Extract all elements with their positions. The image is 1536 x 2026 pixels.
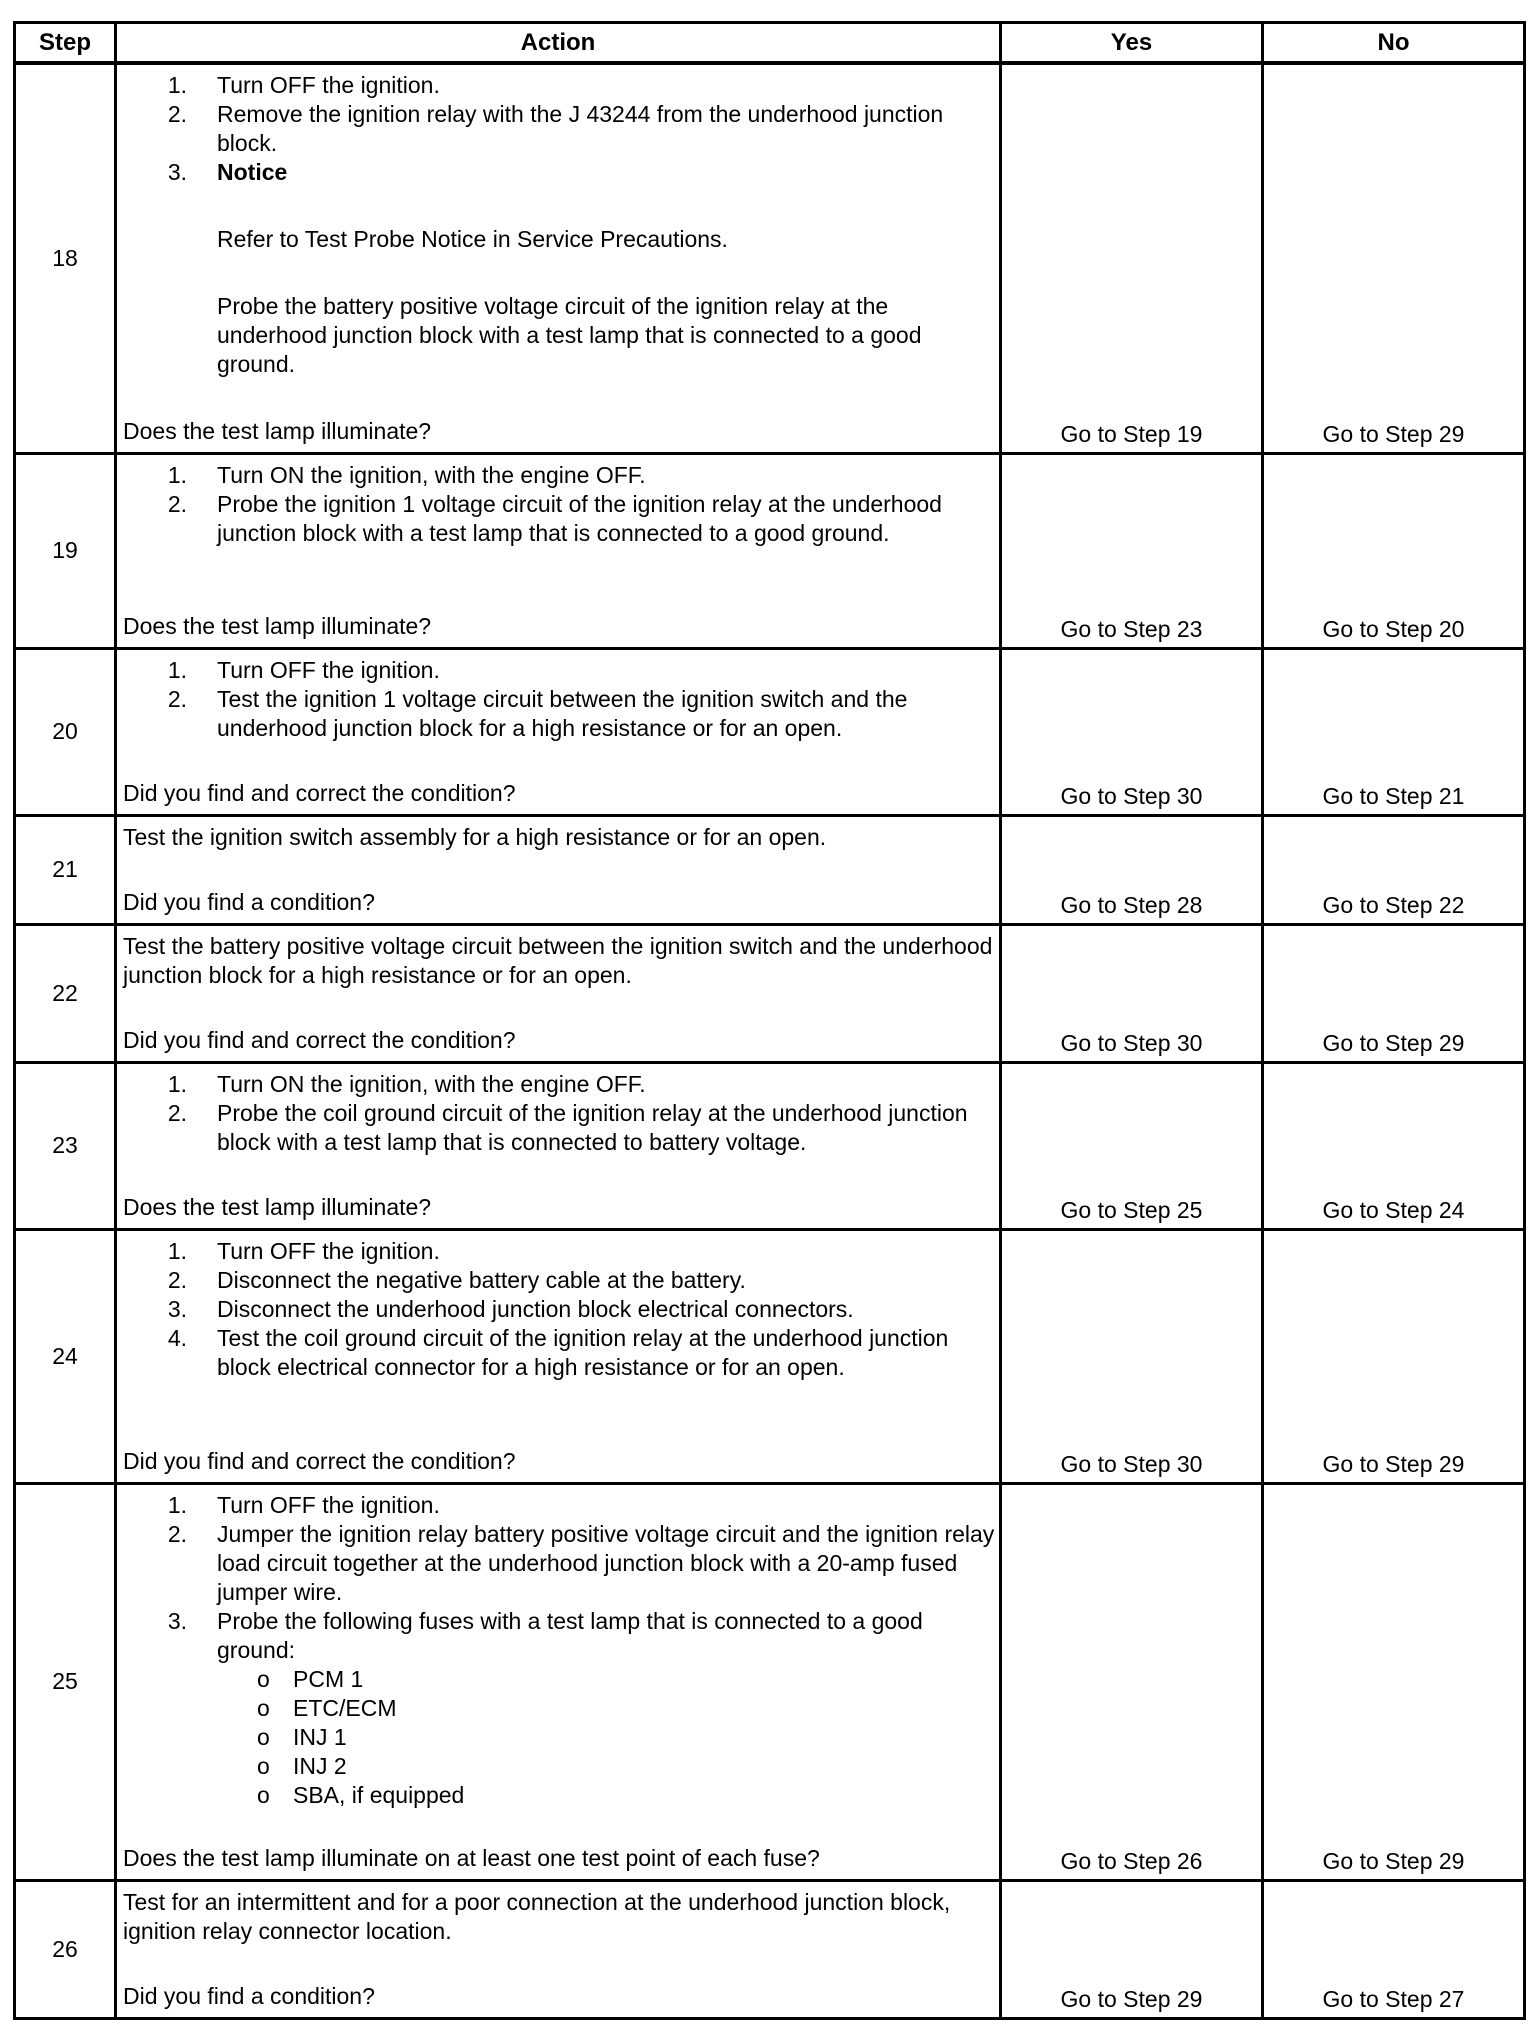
table-body [15,63,1525,2018]
yes-result: Go to Step 25 [1060,1196,1203,1223]
action-steps [123,71,995,379]
fuse-item: o INJ 1 [217,1723,995,1752]
action-step: 2. Probe the coil ground circuit of the ignition relay at the underhood junction block with a test lamp that is connected to battery voltage. [167,1099,968,1155]
yes-result: Go to Step 23 [1060,615,1203,642]
action-step: 2. Test the ignition 1 voltage circuit between the ignition switch and the underhood junction block for a high resistance or for an open. [167,685,908,741]
no-result: Go to Step 24 [1322,1196,1465,1223]
table-row [15,1229,1525,1483]
action-cell [116,63,1001,453]
step-number: 19 [15,453,116,648]
action-question: Did you find and correct the condition? [123,1447,516,1474]
yes-cell [1001,453,1263,648]
no-result: Go to Step 29 [1322,1847,1465,1874]
step-number: 24 [15,1229,116,1483]
no-cell [1263,453,1525,648]
no-cell [1263,63,1525,453]
action-text: Test for an intermittent and for a poor connection at the underhood junction block, ignition relay connector location. [123,1888,951,1944]
no-cell [1263,1483,1525,1880]
action-steps [123,1070,995,1157]
action-question: Did you find and correct the condition? [123,779,516,806]
bullet-icon: o [257,1694,270,1721]
header-yes: Yes [1001,23,1263,64]
action-cell [116,815,1001,924]
action-step: 3. Disconnect the underhood junction block electrical connectors. [167,1295,854,1322]
action-cell [116,1062,1001,1229]
yes-cell [1001,1483,1263,1880]
step-number: 20 [15,648,116,815]
action-step: 3. Notice Refer to Test Probe Notice in Service Precautions. Probe the battery positive voltage circuit of the ignition relay at the underhood junction block with a test lamp that is connected to a good ground. [123,158,995,379]
action-step-text: Probe the following fuses with a test lamp that is connected to a good ground: [217,1607,923,1663]
action-text: Test the battery positive voltage circuit between the ignition switch and the underhood junction block for a high resistance or for an open. [123,932,993,988]
yes-result: Go to Step 26 [1060,1847,1203,1874]
yes-cell [1001,1062,1263,1229]
action-question: Does the test lamp illuminate on at least one test point of each fuse? [123,1844,820,1871]
no-cell [1263,815,1525,924]
action-question: Did you find a condition? [123,888,375,915]
header-no: No [1263,23,1525,64]
action-cell [116,924,1001,1062]
action-step: 2. Remove the ignition relay with the J 43244 from the underhood junction block. [167,101,944,156]
header-action: Action [116,23,1001,64]
table-row [15,924,1525,1062]
action-question: Does the test lamp illuminate? [123,612,432,639]
yes-cell [1001,924,1263,1062]
action-step: 1. Turn OFF the ignition. [167,1491,440,1518]
action-step: 2. Jumper the ignition relay battery positive voltage circuit and the ignition relay load circuit together at the underhood junction block with a 20-amp fused jumper wire. [167,1520,995,1605]
yes-result: Go to Step 19 [1060,420,1203,447]
action-step: 1. Turn ON the ignition, with the engine OFF. [167,461,646,488]
no-cell [1263,1229,1525,1483]
no-result: Go to Step 21 [1322,782,1465,809]
yes-result: Go to Step 30 [1060,1450,1203,1477]
action-cell [116,648,1001,815]
yes-result: Go to Step 29 [1060,1985,1203,2012]
notice-body: Refer to Test Probe Notice in Service Precautions. [217,226,728,252]
step-number: 25 [15,1483,116,1880]
no-cell [1263,1880,1525,2018]
fuse-list [217,1665,995,1810]
yes-cell [1001,1880,1263,2018]
yes-cell [1001,1229,1263,1483]
action-step: 3. Probe the following fuses with a test lamp that is connected to a good ground: o PCM 1 o ETC/ECM o INJ 1 o INJ 2 o SBA, if equipped [123,1607,995,1810]
table-row [15,1880,1525,2018]
fuse-item: o SBA, if equipped [217,1781,995,1810]
action-steps [123,1491,995,1810]
yes-result: Go to Step 28 [1060,891,1203,918]
diagnostic-table-container [13,21,1526,2020]
action-text: Test the ignition switch assembly for a high resistance or for an open. [123,823,827,850]
no-cell [1263,1062,1525,1229]
action-question: Does the test lamp illuminate? [123,1193,432,1220]
bullet-icon: o [257,1752,270,1779]
action-steps [123,461,995,548]
action-step: 1. Turn OFF the ignition. [167,72,440,98]
step-number: 22 [15,924,116,1062]
action-steps [123,1237,995,1382]
table-row [15,453,1525,648]
header-row [15,23,1525,64]
action-step: 2. Probe the ignition 1 voltage circuit of the ignition relay at the underhood junction block with a test lamp that is connected to a good ground. [167,490,942,546]
no-result: Go to Step 29 [1322,1450,1465,1477]
action-step: 1. Turn OFF the ignition. [167,656,440,683]
no-result: Go to Step 22 [1322,891,1465,918]
diagnostic-table [13,21,1526,2020]
action-step: 1. Turn ON the ignition, with the engine OFF. [167,1070,646,1097]
yes-result: Go to Step 30 [1060,782,1203,809]
no-cell [1263,648,1525,815]
step-number: 21 [15,815,116,924]
bullet-icon: o [257,1781,270,1808]
no-result: Go to Step 27 [1322,1985,1465,2012]
table-row [15,1062,1525,1229]
no-cell [1263,924,1525,1062]
action-cell [116,453,1001,648]
step-number: 23 [15,1062,116,1229]
yes-cell [1001,63,1263,453]
action-step: 1. Turn OFF the ignition. [167,1237,440,1264]
action-question: Did you find a condition? [123,1982,375,2009]
action-step: 4. Test the coil ground circuit of the ignition relay at the underhood junction block electrical connector for a high resistance or for an open. [167,1324,949,1380]
bullet-icon: o [257,1665,270,1692]
action-question: Does the test lamp illuminate? [123,418,432,444]
action-cell [116,1483,1001,1880]
no-result: Go to Step 29 [1322,1029,1465,1056]
step-number: 18 [15,63,116,453]
table-row [15,63,1525,453]
action-cell [116,1880,1001,2018]
action-step: 2. Disconnect the negative battery cable at the battery. [167,1266,746,1293]
step-number: 26 [15,1880,116,2018]
no-result: Go to Step 20 [1322,615,1465,642]
header-step: Step [15,23,116,64]
fuse-item: o ETC/ECM [217,1694,995,1723]
no-result: Go to Step 29 [1322,420,1465,447]
yes-result: Go to Step 30 [1060,1029,1203,1056]
notice-follow: Probe the battery positive voltage circuit of the ignition relay at the underhood junction block with a test lamp that is connected to a good ground. [217,293,922,377]
action-question: Did you find and correct the condition? [123,1026,516,1053]
notice-title: Notice [217,159,288,185]
bullet-icon: o [257,1723,270,1750]
table-row [15,1483,1525,1880]
table-row [15,815,1525,924]
yes-cell [1001,648,1263,815]
fuse-item: o INJ 2 [217,1752,995,1781]
fuse-item: o PCM 1 [217,1665,995,1694]
action-steps [123,656,995,743]
table-row [15,648,1525,815]
yes-cell [1001,815,1263,924]
action-cell [116,1229,1001,1483]
